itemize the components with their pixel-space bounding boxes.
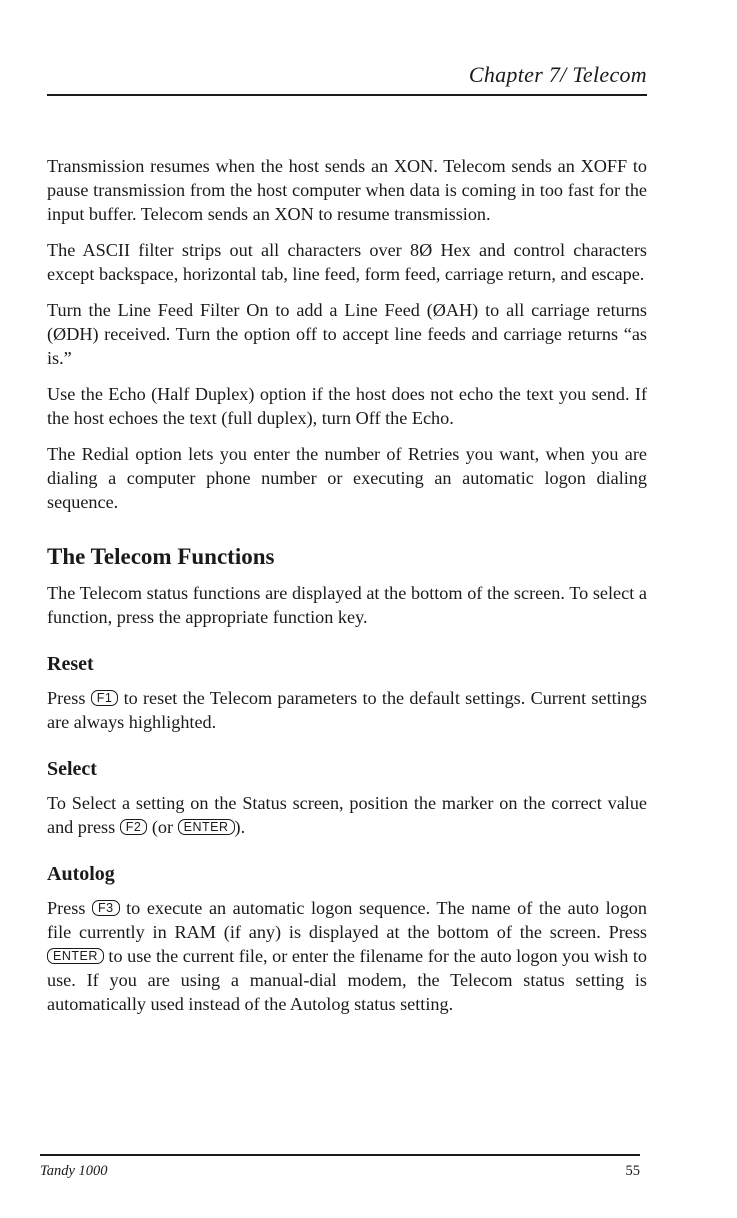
select-text-before: To Select a setting on the Status screen, position the marker on the correct value and press bbox=[47, 793, 647, 837]
subheading-reset: Reset bbox=[47, 653, 94, 675]
enter-key-icon: ENTER bbox=[47, 948, 104, 964]
paragraph-functions-intro: The Telecom status functions are displayed at the bottom of the screen. To select a function, press the appropriate function key. bbox=[47, 583, 647, 627]
f3-key-icon: F3 bbox=[92, 900, 120, 916]
chapter-title: Chapter 7/ Telecom bbox=[468, 62, 647, 87]
page-body bbox=[47, 154, 647, 1028]
f1-key-icon: F1 bbox=[91, 690, 119, 706]
select-text-mid: (or bbox=[147, 817, 178, 837]
paragraph-select bbox=[47, 791, 647, 839]
page-number: 55 bbox=[625, 1163, 640, 1179]
reset-text-before: Press bbox=[47, 688, 91, 708]
paragraph-autolog bbox=[47, 896, 647, 1016]
subheading-select: Select bbox=[47, 758, 97, 780]
paragraph-echo: Use the Echo (Half Duplex) option if the host does not echo the text you send. If the host echoes the text (full duplex), turn Off the Echo. bbox=[47, 384, 647, 428]
footer-book-title: Tandy 1000 bbox=[40, 1163, 108, 1179]
paragraph-xon-xoff: Transmission resumes when the host sends an XON. Telecom sends an XOFF to pause transmission from the host computer when data is coming in too fast for the input buffer. Telecom sends an XON to resume transmission. bbox=[47, 156, 647, 224]
select-text-after: ). bbox=[234, 817, 246, 837]
paragraph-reset bbox=[47, 686, 647, 734]
reset-text-after: to reset the Telecom parameters to the default settings. Current settings are always highlighted. bbox=[47, 688, 647, 732]
section-heading-telecom-functions: The Telecom Functions bbox=[47, 544, 275, 569]
paragraph-redial: The Redial option lets you enter the number of Retries you want, when you are dialing a computer phone number or executing an automatic logon dialing sequence. bbox=[47, 444, 647, 512]
paragraph-line-feed-filter: Turn the Line Feed Filter On to add a Line Feed (ØAH) to all carriage returns (ØDH) received. Turn the option off to accept line feeds and carriage returns “as is.” bbox=[47, 300, 647, 368]
autolog-text-after: to use the current file, or enter the filename for the auto logon you wish to use. If you are using a manual-dial modem, the Telecom status setting is automatically used instead of the Autolog status setting. bbox=[47, 946, 647, 1014]
f2-key-icon: F2 bbox=[120, 819, 148, 835]
paragraph-ascii-filter: The ASCII filter strips out all characters over 8Ø Hex and control characters except backspace, horizontal tab, line feed, form feed, carriage return, and escape. bbox=[47, 240, 647, 284]
autolog-text-mid: to execute an automatic logon sequence. The name of the auto logon file currently in RAM (if any) is displayed at the bottom of the screen. Press bbox=[47, 898, 647, 942]
page-footer bbox=[40, 1154, 640, 1179]
subheading-autolog: Autolog bbox=[47, 863, 115, 885]
page-header bbox=[47, 60, 647, 96]
autolog-text-before: Press bbox=[47, 898, 92, 918]
enter-key-icon: ENTER bbox=[178, 819, 235, 835]
